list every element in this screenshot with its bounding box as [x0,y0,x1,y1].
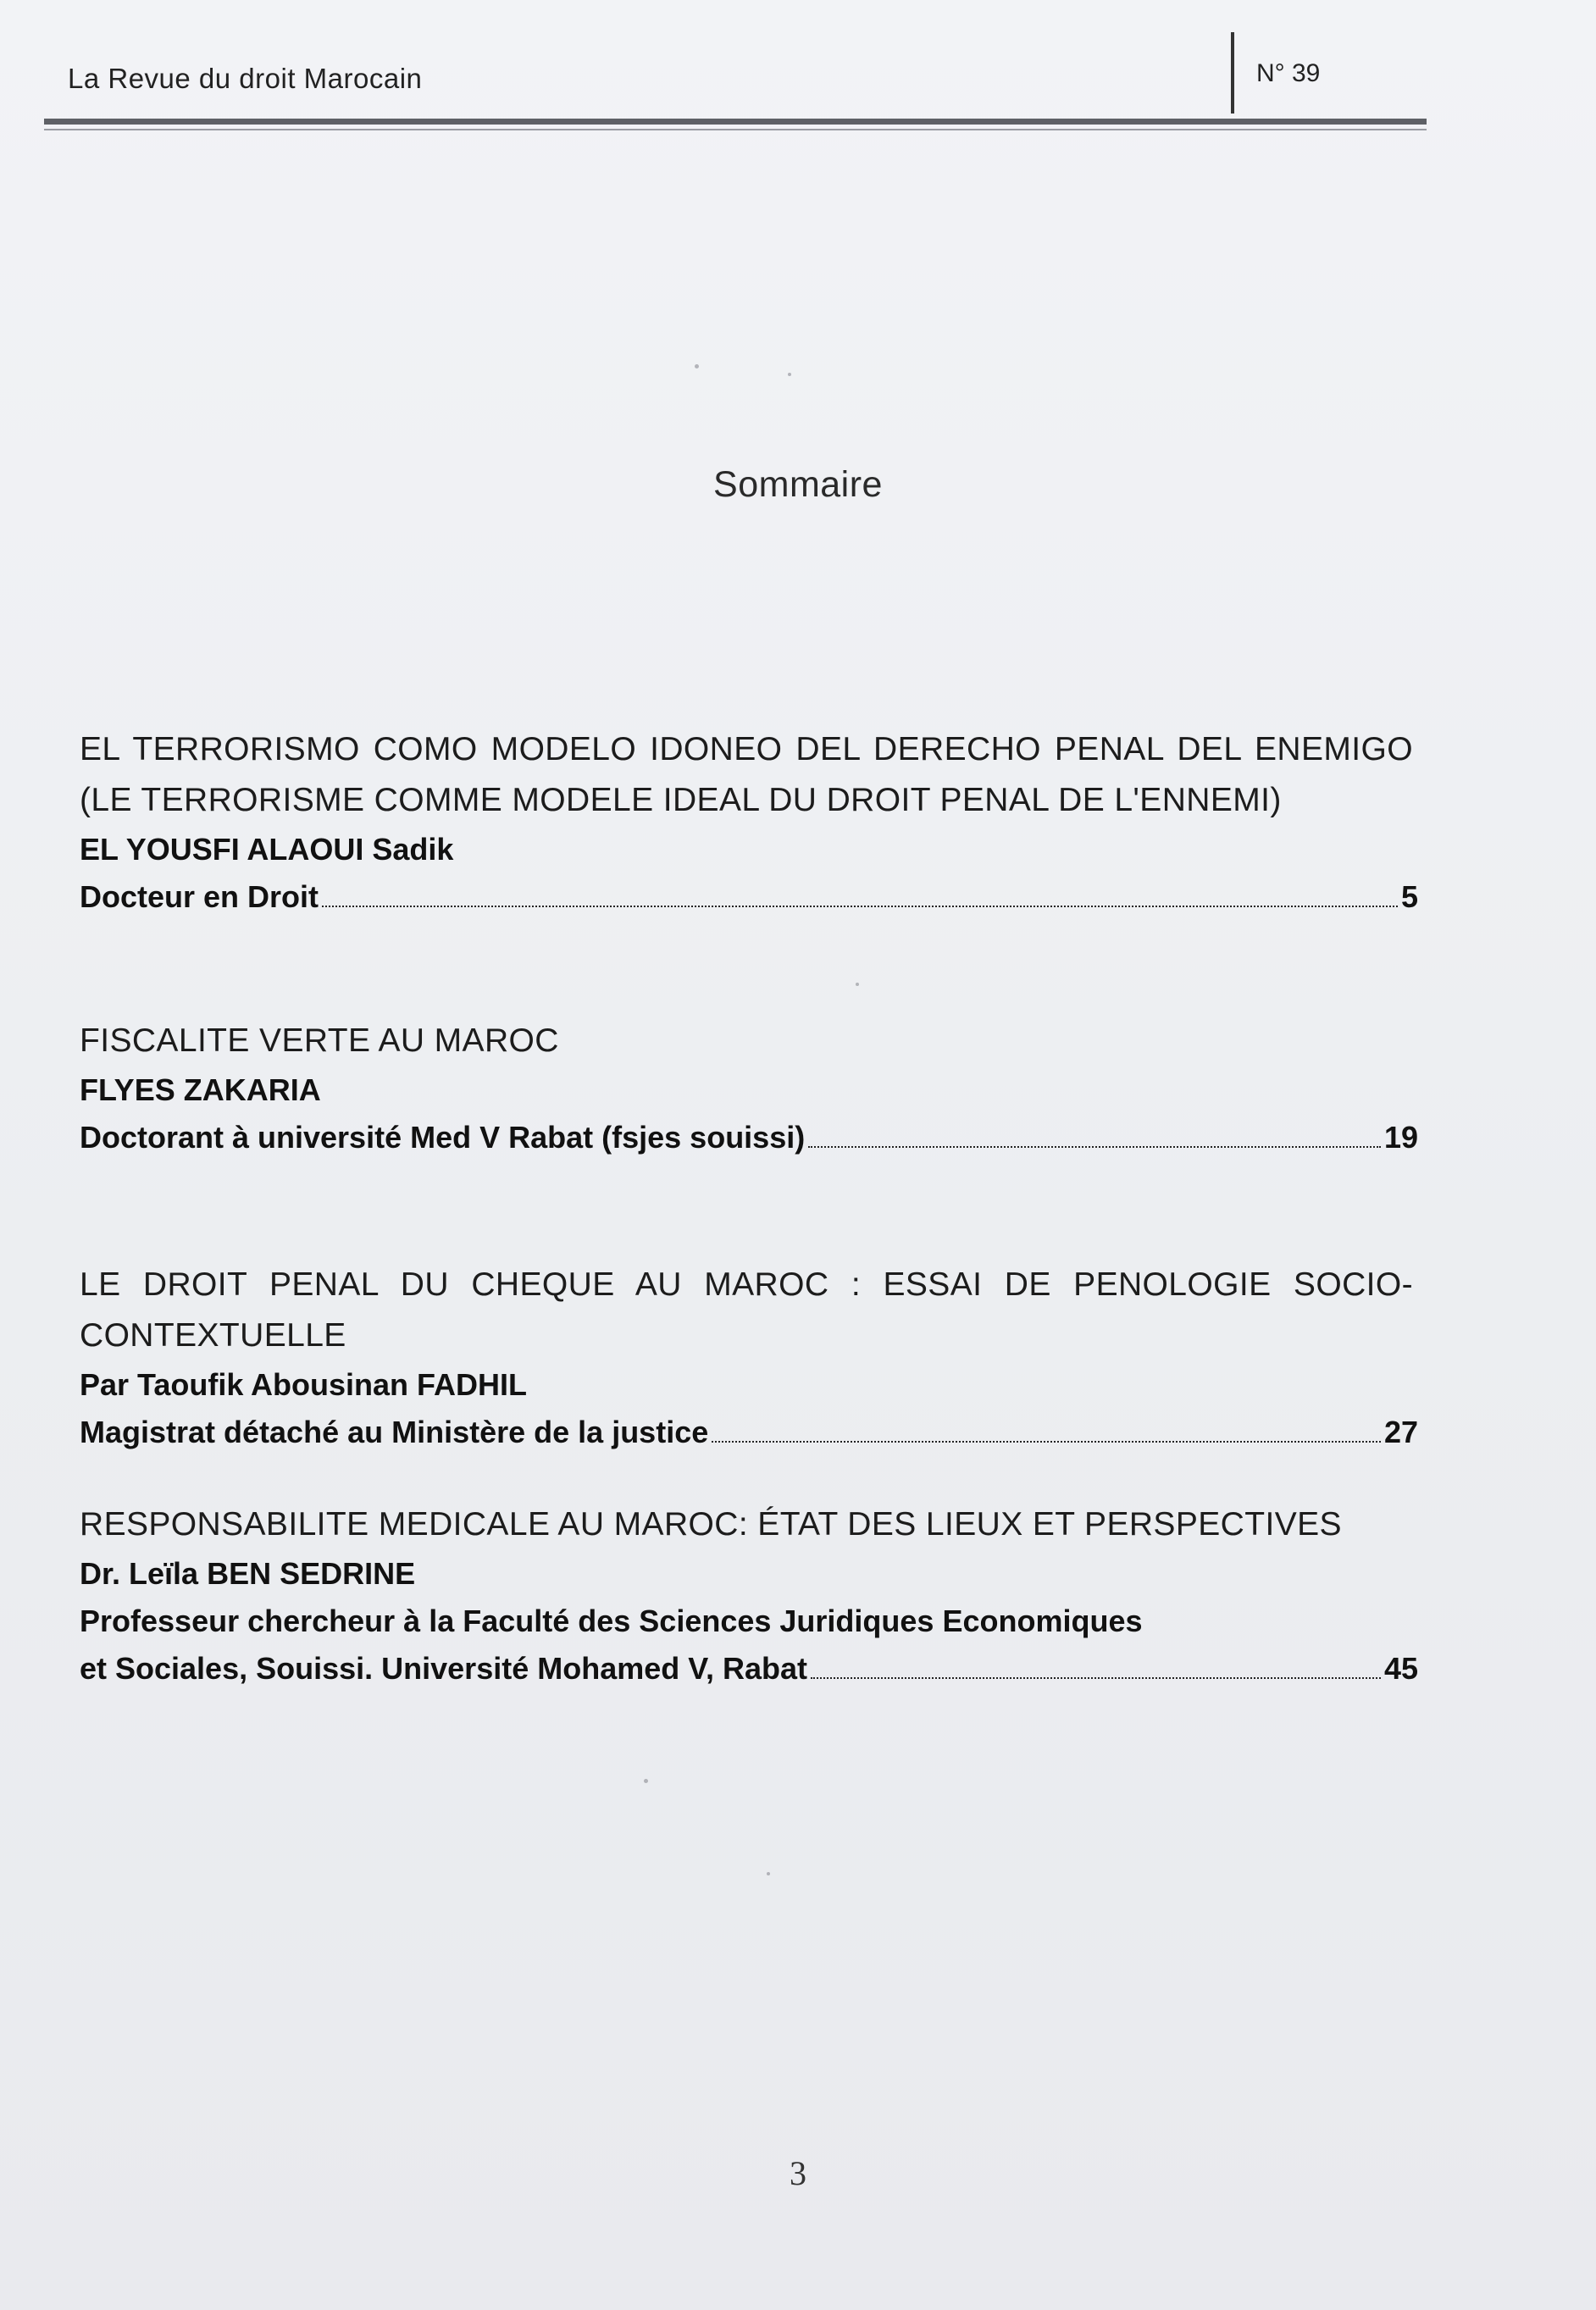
page-title: Sommaire [713,464,883,505]
toc-page-line[interactable] [80,1409,1418,1456]
dot-leader [322,906,1398,907]
toc-page-line[interactable] [80,1645,1418,1692]
header-rule-thin [44,129,1427,130]
dot-leader [712,1441,1381,1443]
article-title: RESPONSABILITE MEDICALE AU MAROC: ÉTAT DES LIEUX ET PERSPECTIVES [80,1506,1342,1543]
article-title: EL TERRORISMO COMO MODELO IDONEO DEL DERECHO PENAL DEL ENEMIGO (LE TERRORISME COMME MODELE IDEAL DU DROIT PENAL DE L'ENNEMI) [80,731,1413,818]
dot-leader [811,1677,1381,1679]
article-title: FISCALITE VERTE AU MAROC [80,1022,559,1059]
toc-page-line[interactable] [80,873,1418,921]
show-through-text [339,229,349,271]
toc-entry-1 [80,724,1418,921]
author-affiliation: et Sociales, Souissi. Université Mohamed V, Rabat [80,1651,807,1686]
scan-speck [767,1872,770,1875]
page-number: 5 [1400,879,1418,914]
page-number: 19 [1383,1120,1418,1155]
header-rule [44,119,1427,125]
article-title: LE DROIT PENAL DU CHEQUE AU MAROC : ESSAI DE PENOLOGIE SOCIO-CONTEXTUELLE [80,1266,1413,1354]
author-affiliation: Docteur en Droit [80,879,319,914]
author-affiliation-line: Professeur chercheur à la Faculté des Sciences Juridiques Economiques [80,1604,1143,1638]
article-author: EL YOUSFI ALAOUI Sadik [80,832,454,867]
journal-name: La Revue du droit Marocain [68,63,423,94]
author-affiliation: Doctorant à université Med V Rabat (fsjes souissi) [80,1120,806,1155]
scan-speck [644,1779,648,1783]
toc-entry-2 [80,1016,1418,1161]
dot-leader [808,1146,1381,1148]
scan-speck [856,983,859,986]
scan-speck [695,364,699,368]
article-author: Par Taoufik Abousinan FADHIL [80,1367,528,1402]
header-divider [1231,32,1234,114]
article-author: Dr. Leïla BEN SEDRINE [80,1556,416,1591]
page-number: 45 [1383,1651,1418,1686]
page-number-footer: 3 [790,2154,806,2192]
article-author: FLYES ZAKARIA [80,1072,321,1107]
toc-entry-4 [80,1499,1418,1692]
toc-entry-3 [80,1260,1418,1456]
toc-page-line[interactable] [80,1114,1418,1161]
scan-speck [788,373,791,376]
author-affiliation: Magistrat détaché au Ministère de la justice [80,1415,709,1449]
page-number: 27 [1383,1415,1418,1449]
issue-number: N° 39 [1256,59,1321,87]
